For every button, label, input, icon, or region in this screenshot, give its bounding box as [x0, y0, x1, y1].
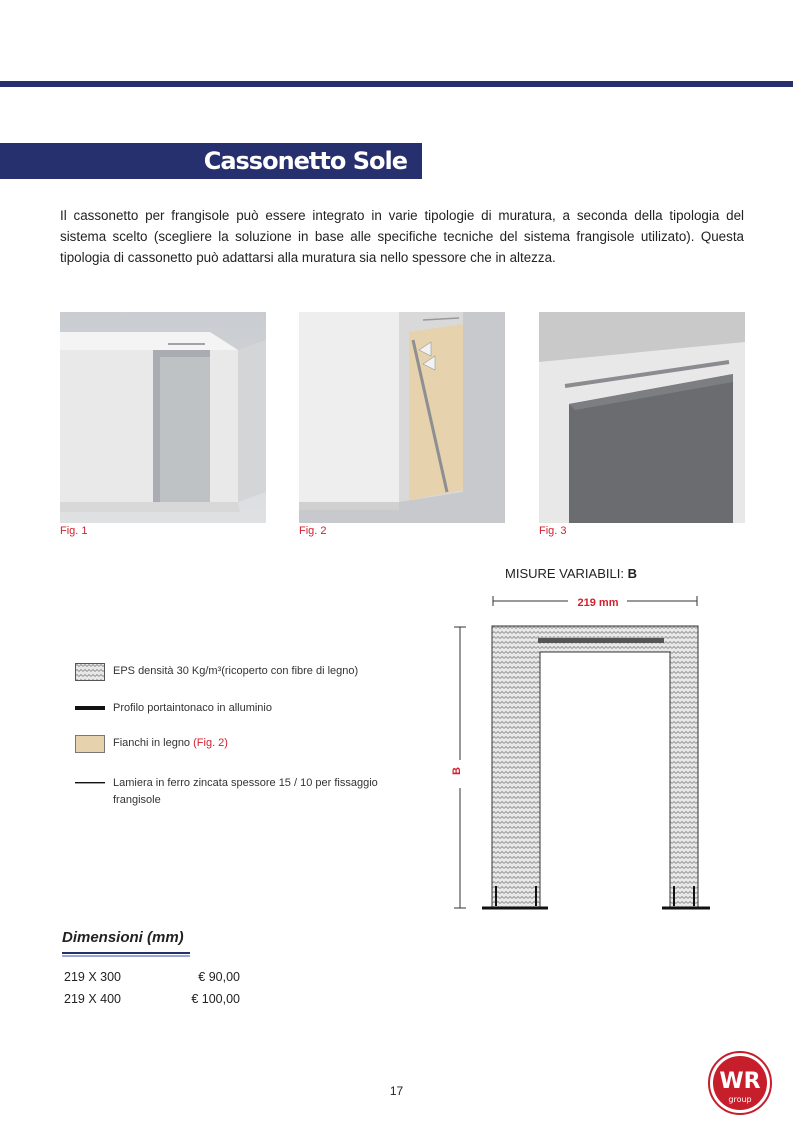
size-cell: 219 X 300	[64, 970, 121, 984]
figure-3-photo	[539, 312, 745, 523]
wr-group-logo	[707, 1050, 773, 1116]
header-rule	[0, 81, 793, 87]
intro-paragraph: Il cassonetto per frangisole può essere integrato in varie tipologie di muratura, a seconda della tipologia del sistema scelto (scegliere la soluzione in base alle specifiche tecniche del sistema frangisole utilizato). Questa tipologia di cassonetto può adattarsi alla muratura sia nello spessore che in altezza.	[60, 208, 744, 265]
eps-hatch-swatch	[75, 663, 105, 681]
figure-1-caption: Fig. 1	[60, 525, 88, 537]
width-dimension-label: 219 mm	[577, 597, 619, 609]
wood-swatch	[75, 735, 105, 753]
thin-line-swatch	[75, 775, 105, 793]
price-cell: € 100,00	[191, 992, 240, 1006]
dimensions-underline	[62, 952, 190, 957]
height-dimension-label: B	[451, 767, 463, 775]
page-title: Cassonetto Sole	[0, 143, 422, 179]
size-cell: 219 X 400	[64, 992, 121, 1006]
dimensions-title: Dimensioni (mm)	[62, 929, 184, 946]
legend-wood: Fianchi in legno (Fig. 2)	[75, 735, 393, 753]
logo-letters: WR	[719, 1069, 761, 1094]
legend-profile: Profilo portaintonaco in alluminio	[75, 700, 393, 718]
thick-line-swatch	[75, 700, 105, 718]
figure-3-caption: Fig. 3	[539, 525, 567, 537]
page-number: 17	[389, 1084, 404, 1098]
legend-plate: Lamiera in ferro zincata spessore 15 / 10 per fissaggio frangisole	[75, 775, 393, 809]
figure-1-photo	[60, 312, 266, 523]
figure-2-photo	[299, 312, 505, 523]
figure-2-caption: Fig. 2	[299, 525, 327, 537]
logo-sub: group	[728, 1095, 752, 1104]
legend-eps: EPS densità 30 Kg/m³(ricoperto con fibre di legno)	[75, 663, 393, 681]
cross-section-drawing	[440, 590, 730, 915]
variable-size-label: MISURE VARIABILI: B	[505, 566, 637, 581]
price-cell: € 90,00	[198, 970, 240, 984]
